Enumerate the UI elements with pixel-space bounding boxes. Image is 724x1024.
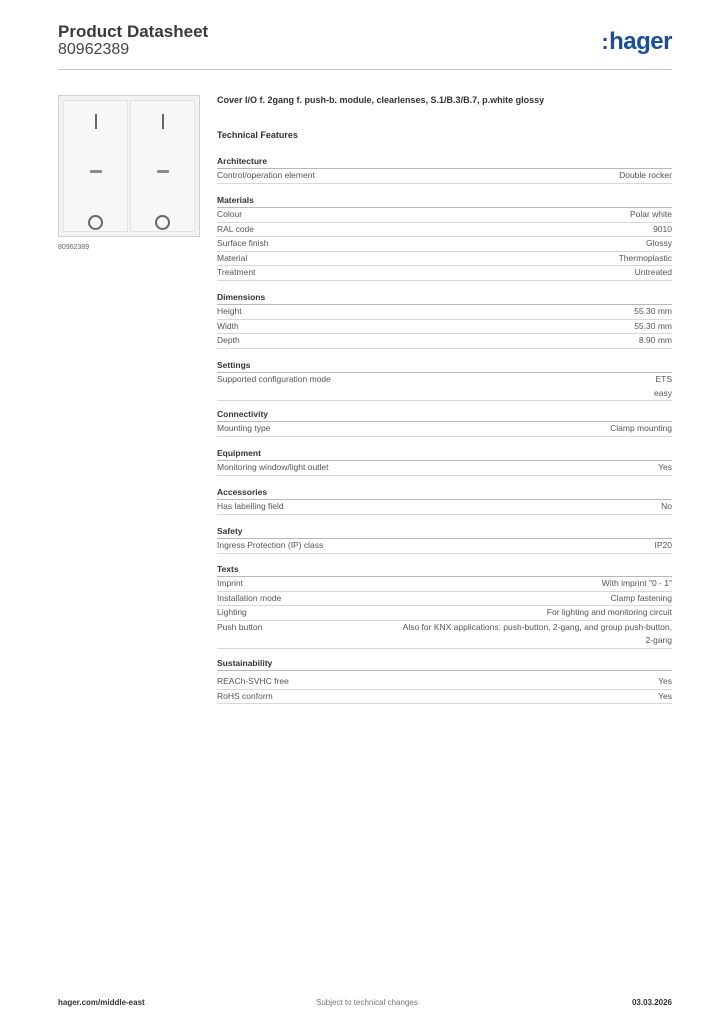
- spec-label: Imprint: [217, 578, 243, 588]
- spec-row: [217, 305, 672, 320]
- image-caption: 80962389: [58, 244, 90, 251]
- spec-row: [217, 208, 672, 223]
- spec-value: Yes: [658, 462, 672, 472]
- spec-value: With imprint "0 - 1": [601, 578, 672, 588]
- spec-row: [217, 169, 672, 184]
- spec-label: Installation mode: [217, 592, 282, 603]
- spec-label: RoHS conform: [217, 690, 273, 701]
- spec-value-line-2: easy: [654, 387, 672, 398]
- dash-mark-icon: [157, 170, 169, 173]
- footer-date: 03.03.2026: [631, 998, 672, 1007]
- section-safety: [217, 525, 672, 554]
- spec-value: No: [661, 501, 672, 511]
- spec-label: REACh-SVHC free: [217, 676, 289, 686]
- section-equipment: [217, 447, 672, 476]
- spec-row: [217, 592, 672, 607]
- spec-value: Clamp fastening: [610, 592, 672, 603]
- spec-label: Ingress Protection (IP) class: [217, 540, 324, 550]
- spec-row: [217, 500, 672, 515]
- spec-value-line-2: 2-gang: [645, 635, 672, 645]
- section-title: Materials: [217, 194, 672, 208]
- spec-label: Height: [217, 306, 242, 316]
- spec-label: Material: [217, 252, 248, 263]
- spec-label: Width: [217, 320, 239, 331]
- section-title: Texts: [217, 563, 672, 577]
- technical-features-heading: Technical Features: [217, 130, 298, 140]
- spec-value-line-1: Also for KNX applications: push-button, 2-gang, and group push-button,: [402, 621, 672, 632]
- page-header: [58, 22, 672, 70]
- spec-value: 55.30 mm: [634, 306, 672, 316]
- spec-label: Monitoring window/light outlet: [217, 462, 329, 472]
- spec-label: Colour: [217, 209, 243, 219]
- spec-value: 9010: [653, 223, 672, 234]
- spec-label: Depth: [217, 335, 240, 345]
- spec-row: [217, 334, 672, 349]
- spec-label: Lighting: [217, 607, 247, 617]
- section-title: Accessories: [217, 486, 672, 500]
- spec-row: [217, 373, 672, 401]
- on-mark-icon: [162, 114, 164, 129]
- spec-row: [217, 223, 672, 238]
- spec-row: [217, 320, 672, 335]
- footer-website-link[interactable]: hager.com/middle-east: [58, 998, 145, 1007]
- dash-mark-icon: [90, 170, 102, 173]
- spec-value: Clamp mounting: [610, 423, 672, 433]
- section-sustainability: [217, 657, 672, 704]
- off-circle-icon: [155, 215, 170, 230]
- section-title: Dimensions: [217, 291, 672, 305]
- section-settings: [217, 359, 672, 401]
- spec-row: [217, 577, 672, 592]
- product-description: Cover I/O f. 2gang f. push-b. module, clearlenses, S.1/B.3/B.7, p.white glossy: [217, 95, 545, 105]
- hager-logo: [601, 28, 672, 56]
- spec-value: Polar white: [629, 209, 672, 219]
- section-materials: [217, 194, 672, 281]
- spec-label: Treatment: [217, 267, 256, 277]
- spec-row: [217, 690, 672, 705]
- section-texts: [217, 563, 672, 649]
- spec-row: [217, 539, 672, 554]
- spec-value: Yes: [658, 676, 672, 686]
- spec-label: Surface finish: [217, 238, 269, 248]
- section-title: Settings: [217, 359, 672, 373]
- section-architecture: [217, 155, 672, 184]
- section-title: Architecture: [217, 155, 672, 169]
- document-title: Product Datasheet: [58, 22, 209, 41]
- section-title: Safety: [217, 525, 672, 539]
- spec-label: Control/operation element: [217, 170, 315, 180]
- spec-value: 55.30 mm: [634, 320, 672, 331]
- spec-value: Double rocker: [619, 170, 672, 180]
- spec-value-line-1: ETS: [655, 374, 672, 384]
- on-mark-icon: [95, 114, 97, 129]
- spec-value: Yes: [658, 690, 672, 701]
- spec-label: Push button: [217, 621, 263, 632]
- section-connectivity: [217, 408, 672, 437]
- spec-label: Has labelling field: [217, 501, 284, 511]
- spec-label: Mounting type: [217, 423, 271, 433]
- section-title: Equipment: [217, 447, 672, 461]
- spec-row: [217, 621, 672, 649]
- spec-value: IP20: [654, 540, 672, 550]
- spec-value: For lighting and monitoring circuit: [546, 607, 672, 617]
- section-accessories: [217, 486, 672, 515]
- spec-row: [217, 252, 672, 267]
- spec-value: Glossy: [646, 238, 672, 248]
- spec-value: Untreated: [634, 267, 672, 277]
- document-number: 80962389: [58, 41, 130, 58]
- spec-row: [217, 461, 672, 476]
- product-image: [58, 95, 200, 237]
- spec-row: [217, 422, 672, 437]
- logo-colon-icon: :: [601, 29, 609, 54]
- spec-row: [217, 237, 672, 252]
- footer-notice: Subject to technical changes: [316, 998, 418, 1007]
- rocker-right: [130, 100, 195, 232]
- off-circle-icon: [88, 215, 103, 230]
- section-title: Sustainability: [217, 657, 672, 671]
- spec-row: [217, 266, 672, 281]
- spec-row: [217, 675, 672, 690]
- spec-value: 8.90 mm: [638, 335, 672, 345]
- spec-label: Supported configuration mode: [217, 374, 331, 384]
- spec-label: RAL code: [217, 223, 255, 234]
- spec-value: Thermoplastic: [618, 252, 672, 263]
- logo-text: hager: [609, 28, 672, 55]
- spec-row: [217, 606, 672, 621]
- section-dimensions: [217, 291, 672, 349]
- rocker-left: [63, 100, 128, 232]
- section-title: Connectivity: [217, 408, 672, 422]
